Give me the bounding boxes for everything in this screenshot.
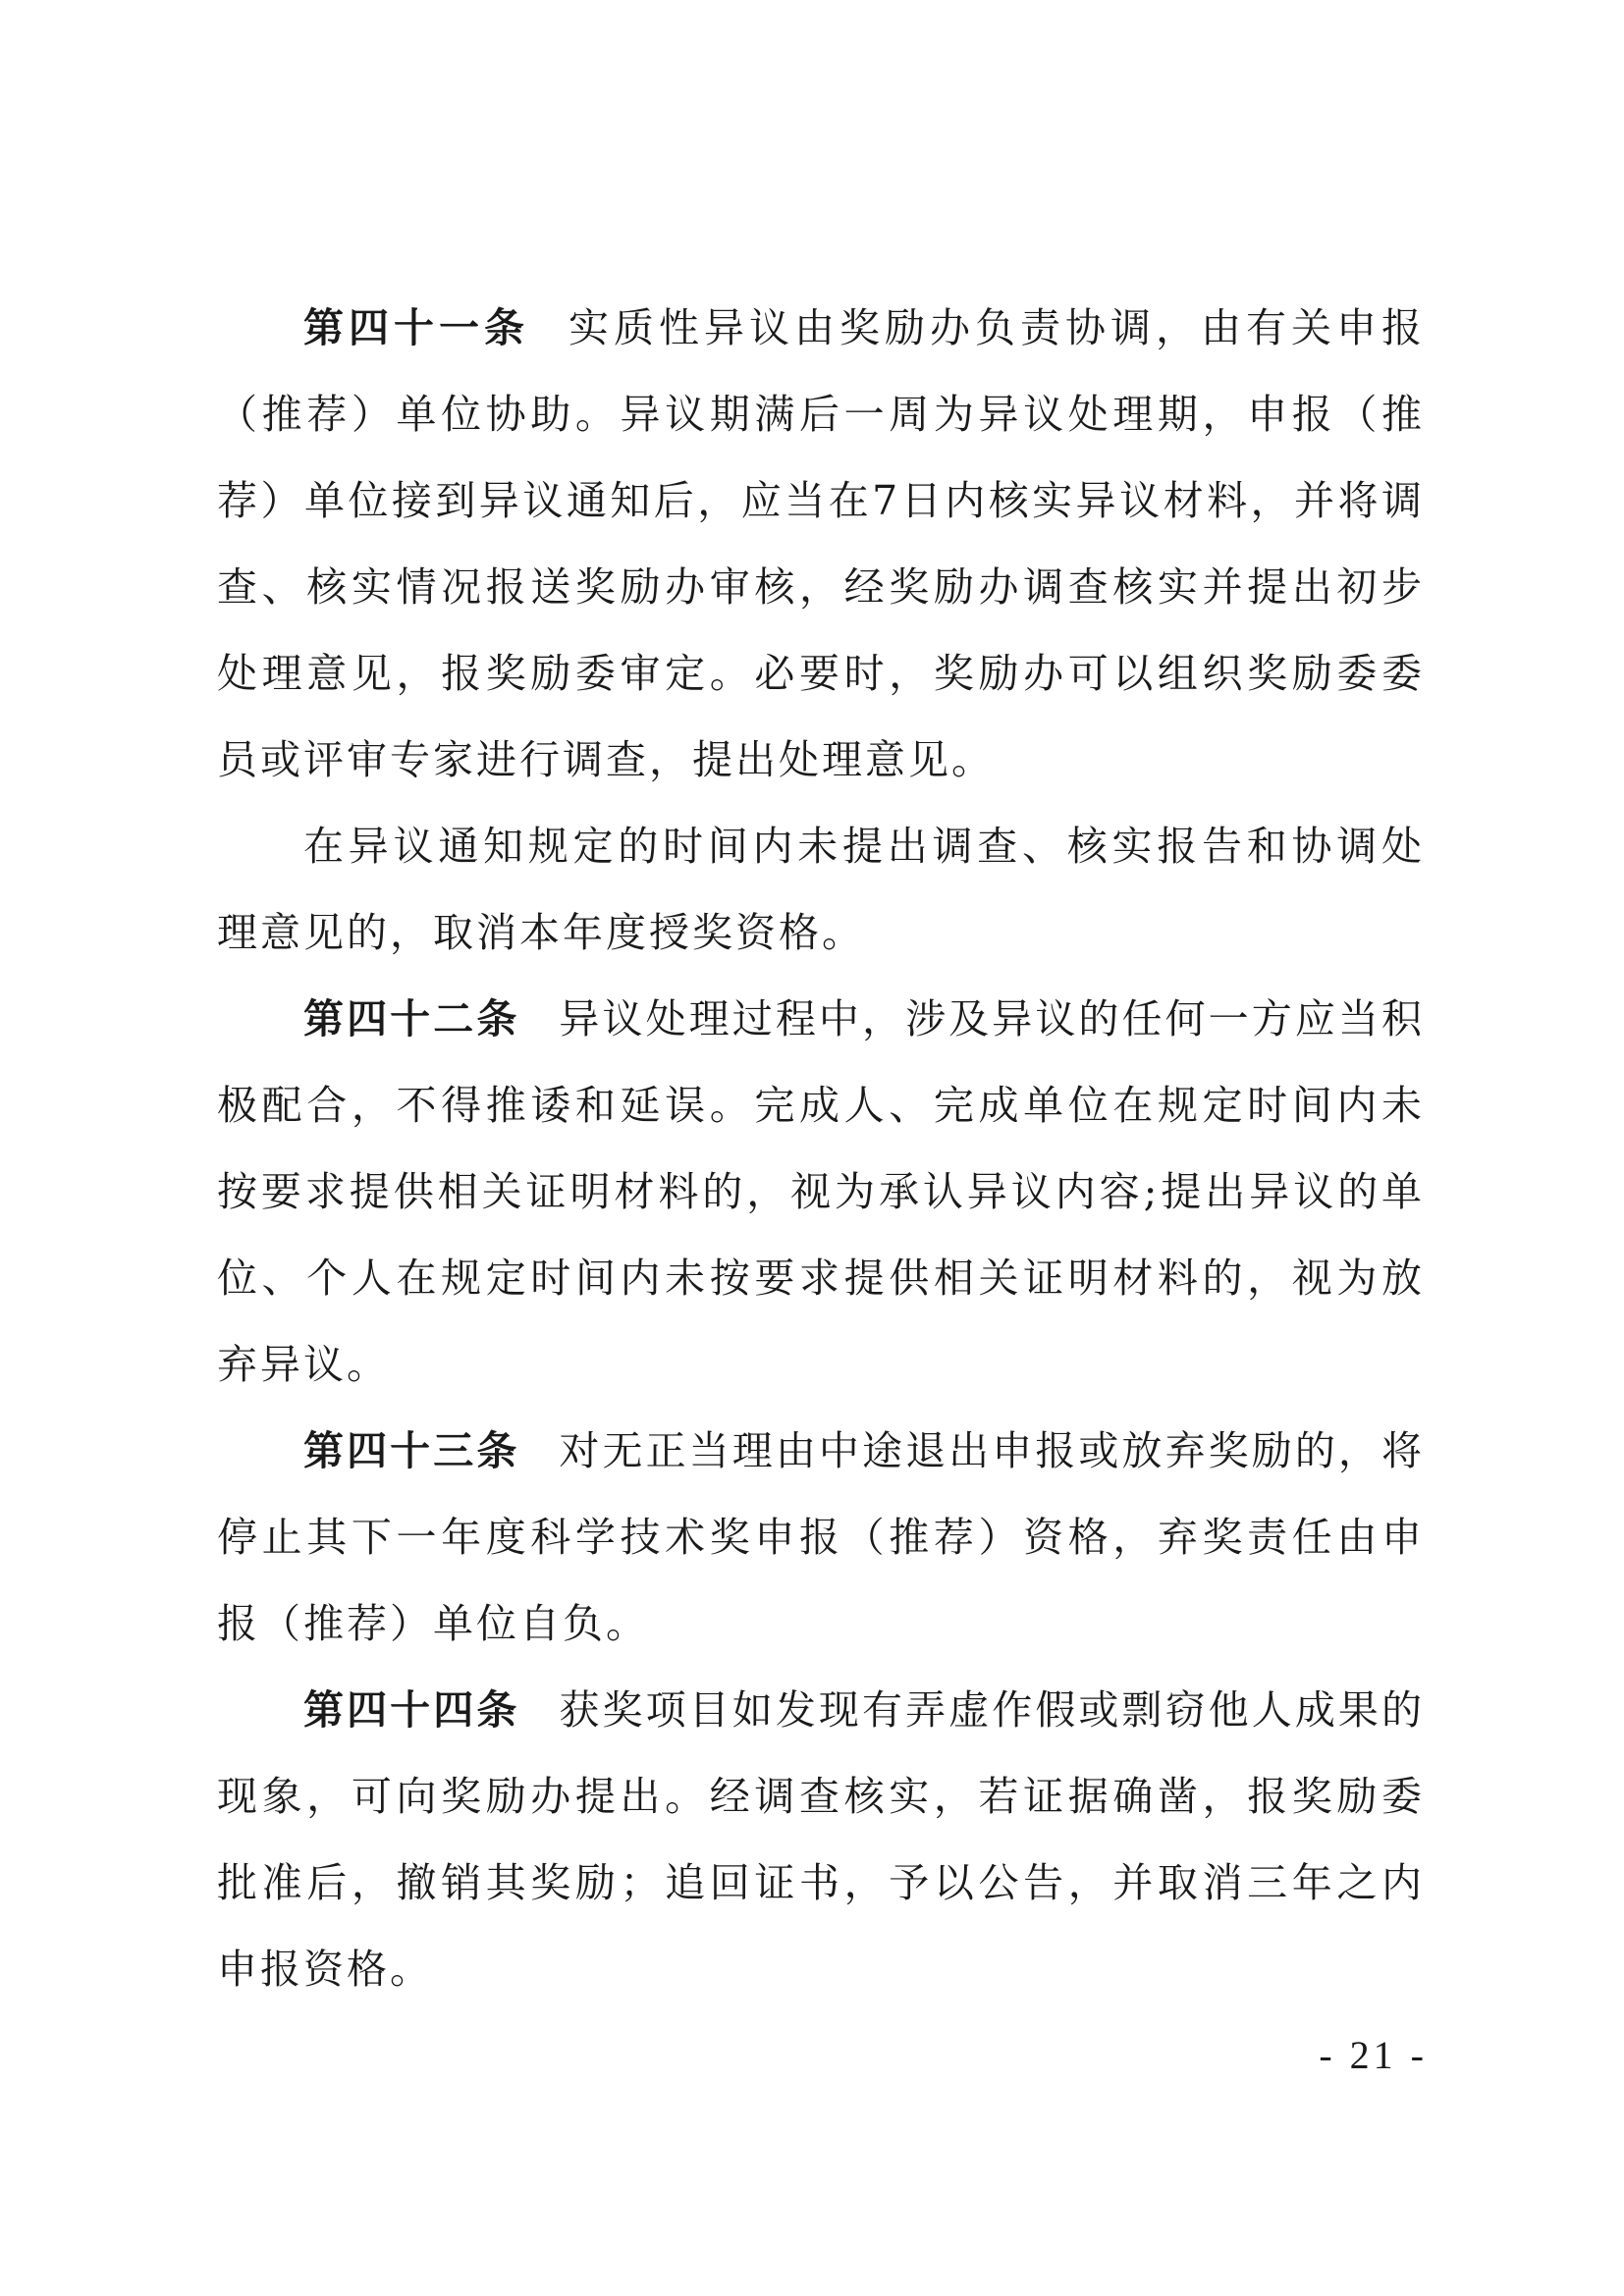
article-heading: 第四十二条 <box>303 995 520 1042</box>
article-43-paragraph <box>217 1408 1425 1667</box>
article-text: 对无正当理由中途退出申报或放弃奖励的，将停止其下一年度科学技术奖申报（推荐）资格，弃奖责任由申报（推荐）单位自负。 <box>217 1427 1426 1647</box>
page-number: - 21 - <box>1319 2033 1428 2077</box>
document-body <box>217 285 1425 2012</box>
article-41-continuation-paragraph <box>217 803 1425 976</box>
article-heading: 第四十一条 <box>303 304 529 351</box>
article-text: 实质性异议由奖励办负责协调，由有关申报（推荐）单位协助。异议期满后一周为异议处理期，申报（推荐）单位接到异议通知后，应当在7日内核实异议材料，并将调查、核实情况报送奖励办审核，经奖励办调查核实并提出初步处理意见，报奖励委审定。必要时，奖励办可以组织奖励委委员或评审专家进行调查，提出处理意见。 <box>217 304 1425 783</box>
article-44-paragraph <box>217 1667 1425 2012</box>
article-41-paragraph <box>217 285 1425 803</box>
article-heading: 第四十四条 <box>303 1686 520 1734</box>
article-heading: 第四十三条 <box>303 1427 520 1474</box>
article-42-paragraph <box>217 976 1425 1408</box>
article-text: 在异议通知规定的时间内未提出调查、核实报告和协调处理意见的，取消本年度授奖资格。 <box>217 823 1425 956</box>
article-text: 获奖项目如发现有弄虚作假或剽窃他人成果的现象，可向奖励办提出。经调查核实，若证据确凿，报奖励委批准后，撤销其奖励；追回证书，予以公告，并取消三年之内申报资格。 <box>217 1686 1426 1993</box>
article-text: 异议处理过程中，涉及异议的任何一方应当积极配合，不得推诿和延误。完成人、完成单位在规定时间内未按要求提供相关证明材料的，视为承认异议内容;提出异议的单位、个人在规定时间内未按要求提供相关证明材料的，视为放弃异议。 <box>217 995 1426 1388</box>
